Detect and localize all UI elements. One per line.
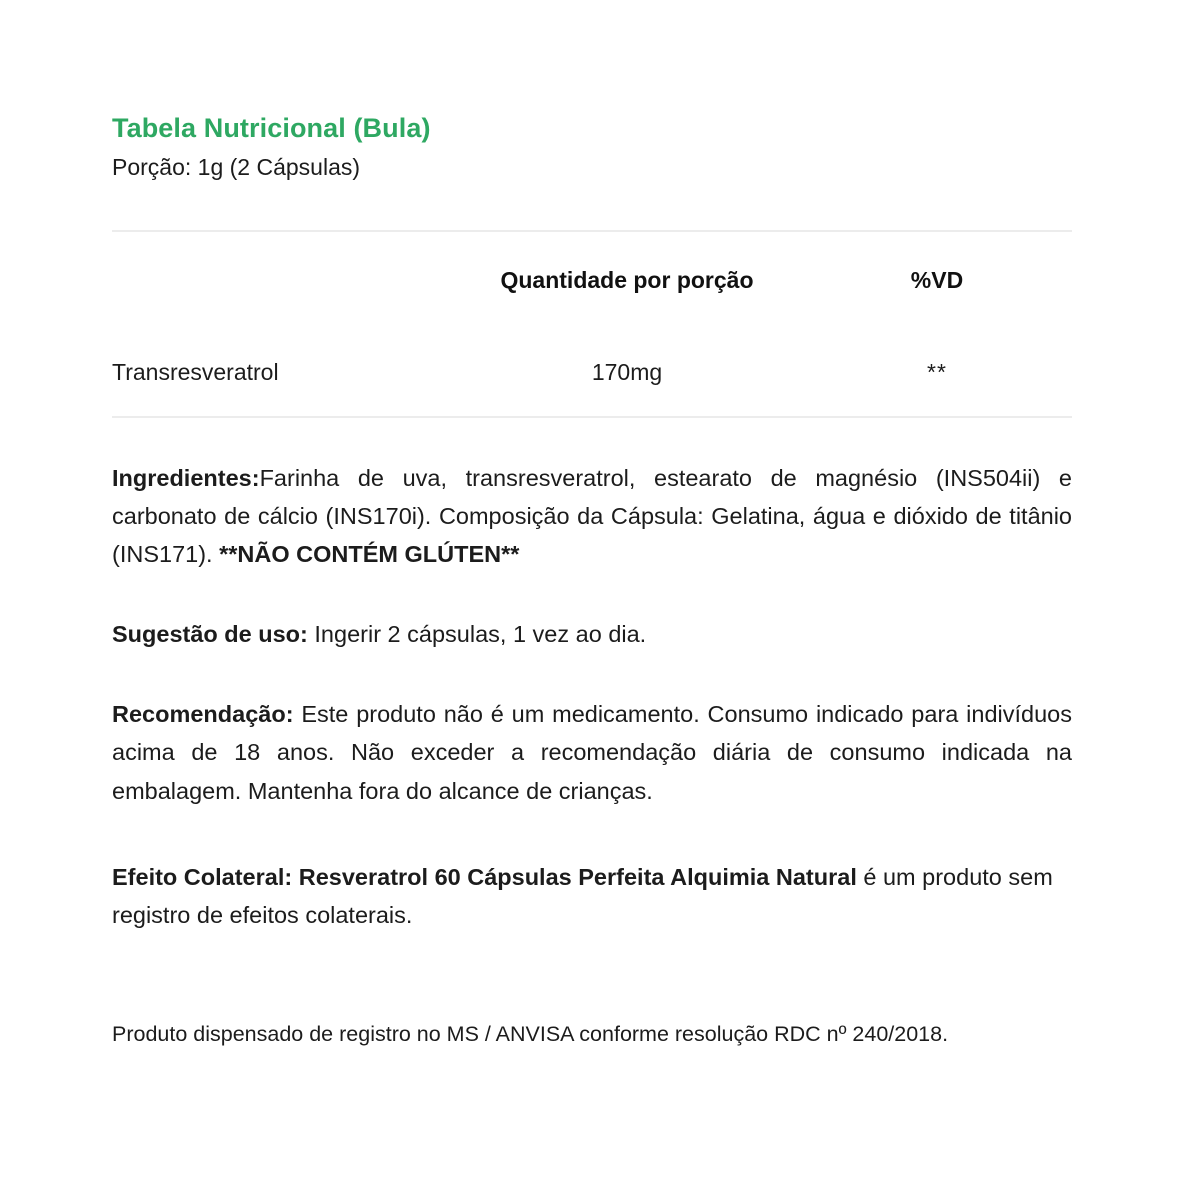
recommendation-label: Recomendação: <box>112 701 294 728</box>
column-header-daily-value: %VD <box>910 266 964 293</box>
ingredients-label: Ingredientes: <box>112 465 260 492</box>
recommendation-paragraph <box>112 695 1072 809</box>
serving-size-text: Porção: 1g (2 Cápsulas) <box>112 154 361 181</box>
label-content <box>112 112 1072 1050</box>
gluten-free-notice: **NÃO CONTÉM GLÚTEN** <box>219 541 520 568</box>
side-effect-text: é um produto sem registro de efeitos colaterais. <box>112 863 1053 928</box>
regulatory-footer-note: Produto dispensado de registro no MS / ANVISA conforme resolução RDC nº 240/2018. <box>112 1021 949 1046</box>
table-header-row <box>112 232 1072 328</box>
column-header-amount-per-serving: Quantidade por porção <box>500 266 754 293</box>
table-body <box>112 328 1072 416</box>
usage-suggestion-label: Sugestão de uso: <box>112 621 308 648</box>
nutrition-facts-table <box>112 232 1072 416</box>
side-effect-paragraph <box>112 858 1072 934</box>
cell-nutrient-amount: 170mg <box>591 358 663 385</box>
side-effect-label: Efeito Colateral: Resveratrol 60 Cápsulas Perfeita Alquimia Natural <box>112 863 857 890</box>
cell-nutrient-daily-value: ** <box>927 358 947 385</box>
cell-nutrient-name: Transresveratrol <box>112 358 279 385</box>
page-title: Tabela Nutricional (Bula) <box>112 113 431 143</box>
table-header <box>112 232 1072 328</box>
column-header-nutrient <box>112 232 452 328</box>
table-row <box>112 328 1072 416</box>
usage-suggestion-text: Ingerir 2 cápsulas, 1 vez ao dia. <box>307 621 647 648</box>
divider-below-table <box>112 416 1072 418</box>
recommendation-text: Este produto não é um medicamento. Consumo indicado para indivíduos acima de 18 anos. Não exceder a recomendação diária de consumo indicada na embalagem. Mantenha fora do alcance de crianças. <box>112 701 1072 804</box>
usage-suggestion-paragraph <box>112 615 1072 653</box>
ingredients-text: Farinha de uva, transresveratrol, estearato de magnésio (INS504ii) e carbonato de cálcio (INS170i). Composição da Cápsula: Gelatina, água e dióxido de titânio (INS171). <box>112 465 1072 568</box>
ingredients-paragraph <box>112 459 1072 573</box>
